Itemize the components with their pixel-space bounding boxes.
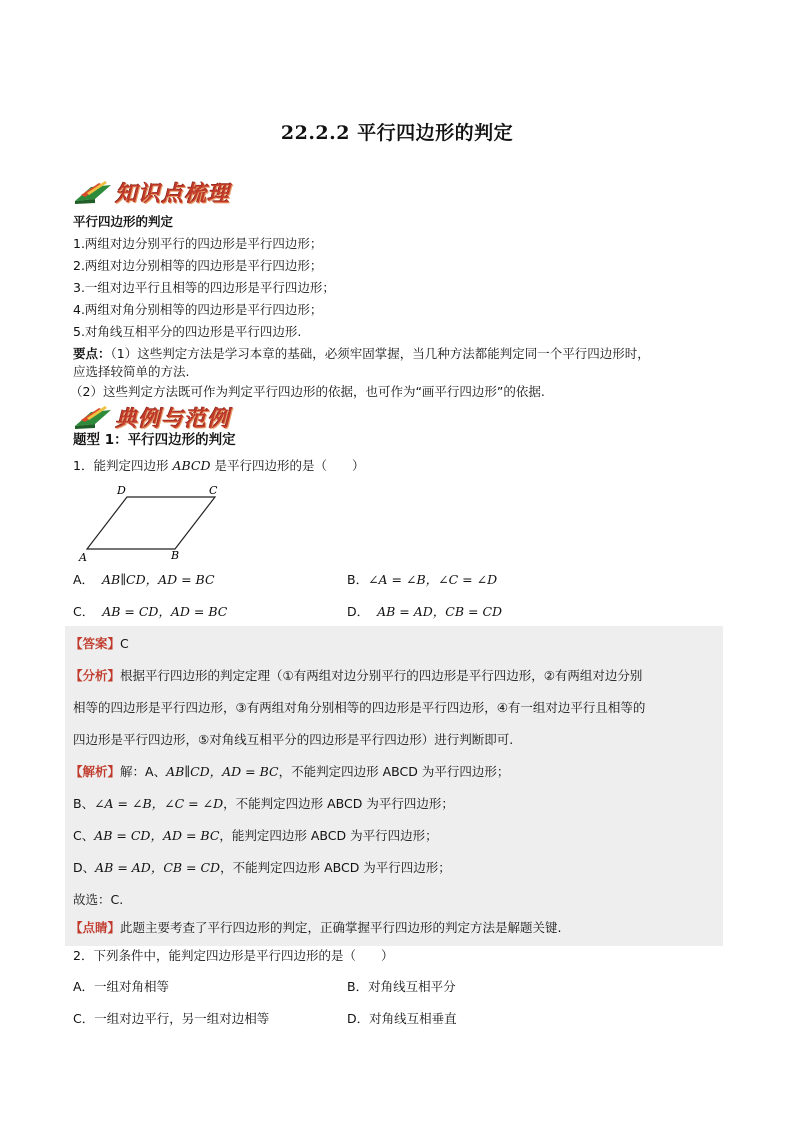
question-1-stem <box>73 456 364 476</box>
solution-text: ，不能判定四边形 ABCD 为平行四边形； <box>220 860 451 875</box>
knowledge-item: 3.一组对边平行且相等的四边形是平行四边形； <box>73 280 335 295</box>
q2-option-a: A．一组对角相等 <box>73 979 170 994</box>
solution-line <box>70 762 509 782</box>
solution-text: 解：A、 <box>120 764 167 779</box>
solution-math: AB∥CD，AD = BC <box>166 764 279 779</box>
analysis-tag: 【分析】 <box>70 668 121 683</box>
option-b <box>347 570 497 590</box>
comment-line <box>70 918 562 938</box>
solution-line: 故选：C. <box>73 892 124 907</box>
solution-text: C、 <box>73 828 95 843</box>
answer-line <box>70 634 129 654</box>
key-point-line: （2）这些判定方法既可作为判定平行四边形的依据，也可作为“画平行四边形”的依据. <box>70 384 545 399</box>
stem-math: ABCD <box>172 458 211 473</box>
analysis-line: 相等的四边形是平行四边形，③有两组对角分别相等的四边形是平行四边形，④有一组对边平行且相等的 <box>73 700 646 715</box>
solution-text: D、 <box>73 860 96 875</box>
option-math: ∠A = ∠B，∠C = ∠D <box>368 572 498 587</box>
stem-text: 1．能判定四边形 <box>73 458 173 473</box>
option-label: A． <box>73 572 95 587</box>
option-c <box>73 602 227 622</box>
stem-text: 是平行四边形的是（ ） <box>210 458 365 473</box>
answer-value: C <box>120 636 129 651</box>
knowledge-banner <box>73 177 230 207</box>
parallelogram-shape <box>87 497 215 549</box>
key-point-text: （1）这些判定方法是学习本章的基础，必须牢固掌握，当几种方法都能判定同一个平行四边形时， <box>110 346 650 361</box>
option-d <box>347 602 502 622</box>
option-a <box>73 570 215 590</box>
vertex-label-b: B <box>171 549 180 562</box>
solution-tag: 【解析】 <box>70 764 121 779</box>
solution-line <box>73 858 451 878</box>
knowledge-item: 4.两组对角分别相等的四边形是平行四边形； <box>73 302 323 317</box>
examples-banner <box>73 402 230 432</box>
solution-text: B、 <box>73 796 95 811</box>
comment-tag: 【点睛】 <box>70 920 121 935</box>
q2-option-c: C．一组对边平行，另一组对边相等 <box>73 1011 270 1026</box>
solution-math: AB = CD，AD = BC <box>94 828 220 843</box>
option-label: C． <box>73 604 95 619</box>
option-label: D． <box>347 604 370 619</box>
knowledge-item: 2.两组对边分别相等的四边形是平行四边形； <box>73 258 323 273</box>
question-2-stem: 2．下列条件中，能判定四边形是平行四边形的是（ ） <box>73 948 394 963</box>
vertex-label-a: A <box>79 551 87 564</box>
solution-line <box>73 826 438 846</box>
q2-option-b: B．对角线互相平分 <box>347 979 456 994</box>
book-icon <box>73 179 113 205</box>
vertex-label-d: D <box>117 484 126 497</box>
knowledge-item: 1.两组对边分别平行的四边形是平行四边形； <box>73 236 323 251</box>
knowledge-banner-text: 知识点梳理 <box>115 181 231 207</box>
answer-tag: 【答案】 <box>70 636 121 651</box>
analysis-line <box>70 666 642 686</box>
q2-option-d: D．对角线互相垂直 <box>347 1011 457 1026</box>
vertex-label-c: C <box>209 484 218 497</box>
solution-line <box>73 794 454 814</box>
option-math: AB = AD，CB = CD <box>377 604 503 619</box>
book-icon <box>73 404 113 430</box>
knowledge-heading: 平行四边形的判定 <box>73 214 174 229</box>
option-label: B． <box>347 572 369 587</box>
solution-text: ，能判定四边形 ABCD 为平行四边形； <box>219 828 438 843</box>
solution-text: ，不能判定四边形 ABCD 为平行四边形； <box>278 764 510 779</box>
page-title: 22.2.2 平行四边形的判定 <box>280 122 514 144</box>
option-math: AB∥CD，AD = BC <box>102 572 215 587</box>
comment-text: 此题主要考查了平行四边形的判定，正确掌握平行四边形的判定方法是解题关键. <box>120 920 562 935</box>
solution-text: ，不能判定四边形 ABCD 为平行四边形； <box>223 796 454 811</box>
analysis-text: 根据平行四边形的判定定理（①有两组对边分别平行的四边形是平行四边形，②有两组对边分别 <box>120 668 643 683</box>
examples-banner-text: 典例与范例 <box>115 406 231 432</box>
analysis-line: 四边形是平行四边形，⑤对角线互相平分的四边形是平行四边形）进行判断即可. <box>73 732 514 747</box>
option-math: AB = CD，AD = BC <box>102 604 228 619</box>
solution-math: ∠A = ∠B，∠C = ∠D <box>94 796 224 811</box>
key-point-line <box>73 344 650 364</box>
solution-math: AB = AD，CB = CD <box>95 860 221 875</box>
parallelogram-diagram <box>73 482 233 564</box>
key-point-label: 要点： <box>73 346 111 361</box>
question-type-heading: 题型 1：平行四边形的判定 <box>73 432 236 448</box>
key-point-line: 应选择较简单的方法. <box>73 364 190 379</box>
knowledge-item: 5.对角线互相平分的四边形是平行四边形. <box>73 324 302 339</box>
